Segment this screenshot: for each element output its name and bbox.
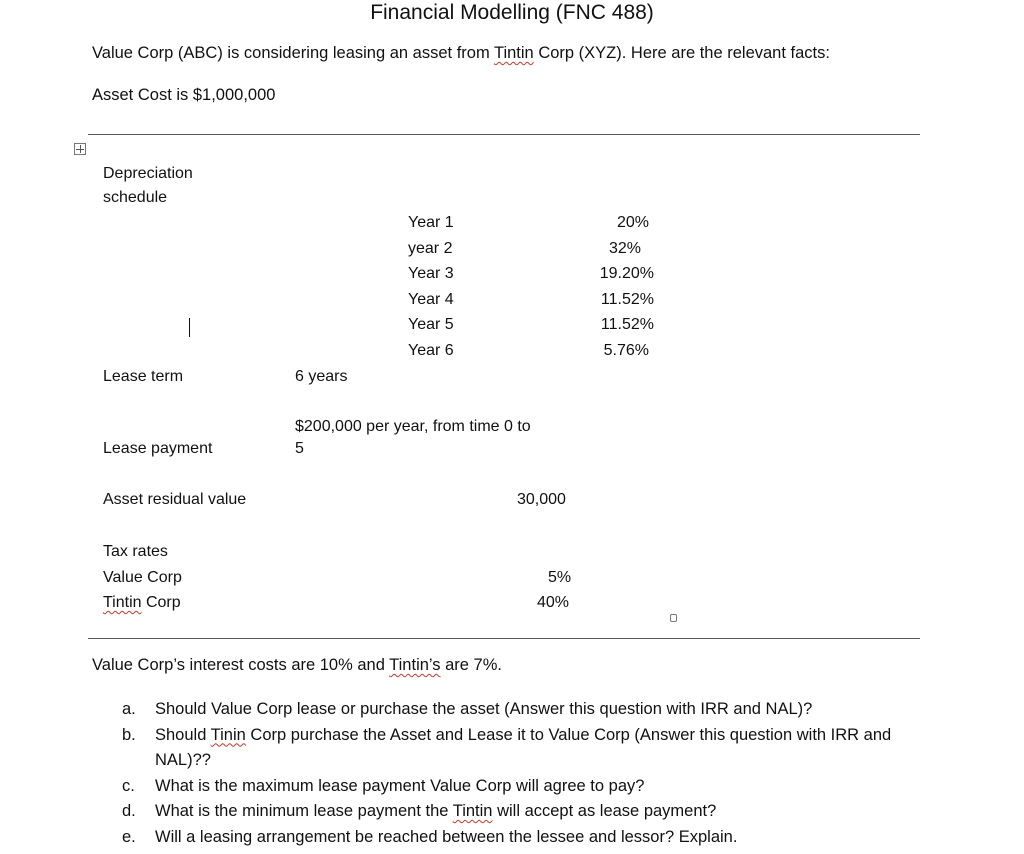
- end-of-cell-marker: [670, 614, 677, 622]
- question-text: Should Value Corp lease or purchase the asset (Answer this question with IRR and NAL)?: [155, 700, 813, 718]
- question-item: [122, 799, 945, 825]
- depreciation-label-line2: schedule: [103, 189, 168, 206]
- lease-payment-value-line1: $200,000 per year, from time 0 to: [295, 418, 531, 435]
- spellcheck-word[interactable]: Tinin: [210, 725, 246, 744]
- question-letter: b.: [122, 725, 136, 744]
- tax-tintin-label-end: Corp: [141, 594, 181, 611]
- spellcheck-word[interactable]: Tintin’s: [389, 656, 441, 674]
- document-title: Financial Modelling (FNC 488): [370, 1, 654, 24]
- question-text-end: Corp purchase the Asset and Lease it to Value Corp (Answer this question with IRR and NAL)??: [155, 725, 892, 769]
- text-cursor: [189, 318, 190, 337]
- question-letter: a.: [122, 700, 136, 718]
- intro-paragraph: [92, 44, 830, 63]
- interest-paragraph: [92, 656, 502, 675]
- interest-text: Value Corp’s interest costs are 10% and: [92, 656, 390, 674]
- dep-year-5: Year 5: [408, 316, 454, 333]
- table-top-border: [88, 134, 920, 135]
- lease-payment-label: Lease payment: [103, 440, 213, 457]
- question-item: [122, 825, 945, 851]
- question-letter: c.: [122, 776, 135, 795]
- dep-pct-5: 11.52%: [600, 316, 654, 333]
- dep-pct-2: 32%: [608, 240, 641, 257]
- question-text: What is the maximum lease payment Value Corp will agree to pay?: [155, 776, 645, 795]
- question-letter: e.: [122, 827, 136, 846]
- lease-payment-value-line2: 5: [295, 440, 304, 457]
- dep-pct-3: 19.20%: [599, 265, 654, 282]
- asset-cost-text: Asset Cost is $1,000,000: [92, 86, 276, 104]
- depreciation-label-line1: Depreciation: [103, 165, 193, 182]
- dep-year-2: year 2: [408, 240, 453, 257]
- question-text: What is the minimum lease payment the: [155, 802, 453, 820]
- dep-pct-4: 11.52%: [600, 291, 654, 308]
- intro-text: Value Corp (ABC) is considering leasing an asset from: [92, 44, 494, 62]
- residual-label: Asset residual value: [103, 491, 247, 508]
- spellcheck-word[interactable]: Tintin: [494, 44, 534, 62]
- lease-term-label: Lease term: [103, 368, 184, 385]
- spellcheck-word[interactable]: Tintin: [452, 802, 493, 820]
- residual-value: 30,000: [517, 491, 566, 508]
- tax-tintin-label: [103, 594, 181, 612]
- dep-year-4: Year 4: [408, 291, 454, 308]
- tax-rates-label: Tax rates: [103, 543, 168, 560]
- interest-text-end: are 7%.: [440, 656, 502, 674]
- tax-value-corp-label: Value Corp: [103, 569, 182, 586]
- question-text: Will a leasing arrangement be reached between the lessee and lessor? Explain.: [155, 827, 738, 846]
- table-move-handle-icon[interactable]: [74, 143, 86, 155]
- question-item: [122, 697, 945, 723]
- table-bottom-border: [88, 638, 920, 639]
- dep-year-1: Year 1: [408, 214, 454, 231]
- lease-term-value: 6 years: [295, 368, 348, 385]
- question-text: Should: [155, 725, 211, 744]
- question-letter: d.: [122, 802, 136, 820]
- dep-pct-1: 20%: [616, 214, 649, 231]
- intro-text-end: Corp (XYZ). Here are the relevant facts:: [533, 44, 830, 62]
- question-list: [122, 697, 945, 850]
- spellcheck-word[interactable]: Tintin: [103, 594, 142, 611]
- tax-value-corp-rate: 5%: [548, 569, 572, 586]
- dep-year-6: Year 6: [408, 342, 454, 359]
- question-item: [122, 774, 945, 800]
- tax-tintin-rate: 40%: [537, 594, 570, 611]
- dep-pct-6: 5.76%: [603, 342, 649, 359]
- question-item: [122, 723, 945, 774]
- question-text-end: will accept as lease payment?: [492, 802, 717, 820]
- dep-year-3: Year 3: [408, 265, 454, 282]
